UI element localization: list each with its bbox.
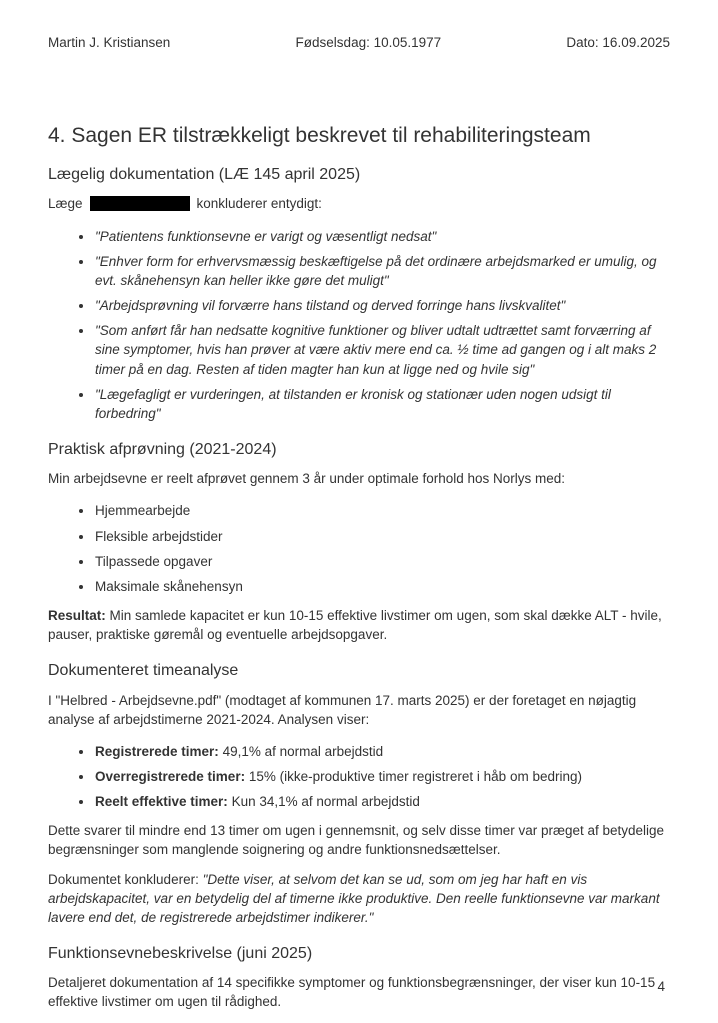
stat-label: Reelt effektive timer: [95,794,228,810]
result-text: Min samlede kapacitet er kun 10-15 effektive livstimer om ugen, som skal dække ALT - hvile, pauser, praktiske gøremål og eventuelle arbejdsopgaver. [48,608,662,643]
stat-value: 15% (ikke-produktive timer registreret i håb om bedring) [248,768,582,784]
header-date: Dato: 16.09.2025 [566,35,670,50]
laegelig-intro-prefix: Læge [48,196,83,212]
list-item: • "Patientens funktionsevne er varigt og væsentligt nedsat" [94,227,670,246]
timeanalyse-stat-list [48,742,670,811]
conclusion-quote: "Dette viser, at selvom det kan se ud, som om jeg har haft en vis arbejdskapacitet, var en betydelig del af timerne ikke produktive. Den reelle funktionsevne var markant lavere end det, de registrerede arbejdstimer indikerer." [48,871,660,925]
result-label: Resultat: [48,608,106,624]
header-name: Martin J. Kristiansen [48,35,171,50]
section-heading-funktionsevne: Funktionsevnebeskrivelse (juni 2025) [48,945,313,963]
list-item: • "Lægefagligt er vurderingen, at tilstanden er kronisk og stationær uden nogen udsigt til forbedring" [94,385,670,423]
funktionsevne-text: Detaljeret dokumentation af 14 specifikke symptomer og funktionsbegrænsninger, der viser kun 10-15 effektive livstimer om ugen til rådighed. [48,975,656,1010]
laegelig-intro [48,194,670,213]
list-item: • Fleksible arbejdstider [94,527,670,546]
timeanalyse-summary: Dette svarer til mindre end 13 timer om ugen i gennemsnit, og selv disse timer var præget af betydelige begrænsninger som manglende soignering og andre funktionsnedsættelser. [48,823,665,858]
list-item: • "Som anført får han nedsatte kognitive funktioner og bliver udtalt udtrættet samt forværring af sine symptomer, hvis han prøver at være aktiv mere end ca. ½ time ad gangen og i alt maks 2 timer på en dag. Resten af tiden magter han kun at ligge ned og hvile sig" [94,321,670,378]
timeanalyse-intro: I "Helbred - Arbejdsevne.pdf" (modtaget af kommunen 17. marts 2025) er der foretaget en nøjagtig analyse af arbejdstimerne 2021-2024. Analysen viser: [48,692,637,727]
list-item [94,742,670,761]
stat-value: Kun 34,1% af normal arbejdstid [231,794,420,810]
stat-value: 49,1% af normal arbejdstid [222,743,384,759]
list-item: • "Enhver form for erhvervsmæssig beskæftigelse på det ordinære arbejdsmarked er umulig, og evt. skånehensyn kan heller ikke gøre det muligt" [94,252,670,290]
section-heading-laegelig: Lægelig dokumentation (LÆ 145 april 2025) [48,166,361,184]
document-header [48,33,670,52]
page-title: 4. Sagen ER tilstrækkeligt beskrevet til rehabiliteringsteam [48,124,591,148]
laegelig-quote-list [48,227,670,423]
praktisk-intro: Min arbejdsevne er reelt afprøvet gennem 3 år under optimale forhold hos Norlys med: [48,471,566,487]
list-item: • "Arbejdsprøvning vil forværre hans tilstand og derved forringe hans livskvalitet" [94,296,670,315]
list-item: • Tilpassede opgaver [94,552,670,571]
praktisk-result [48,606,670,644]
section-heading-timeanalyse: Dokumenteret timeanalyse [48,662,239,680]
conclusion-prefix: Dokumentet konkluderer: [48,871,199,887]
list-item [94,767,670,786]
redacted-name-box [90,196,190,211]
praktisk-bullet-list [48,501,670,596]
section-heading-praktisk: Praktisk afprøvning (2021-2024) [48,441,277,459]
list-item: • Maksimale skånehensyn [94,577,670,596]
timeanalyse-conclusion [48,870,670,927]
stat-label: Registrerede timer: [95,743,219,759]
laegelig-intro-suffix: konkluderer entydigt: [196,196,322,212]
stat-label: Overregistrerede timer: [95,768,246,784]
list-item: • Hjemmearbejde [94,501,670,520]
header-birthdate: Fødselsdag: 10.05.1977 [295,35,442,50]
page-number: 4 [657,978,665,994]
list-item [94,792,670,811]
